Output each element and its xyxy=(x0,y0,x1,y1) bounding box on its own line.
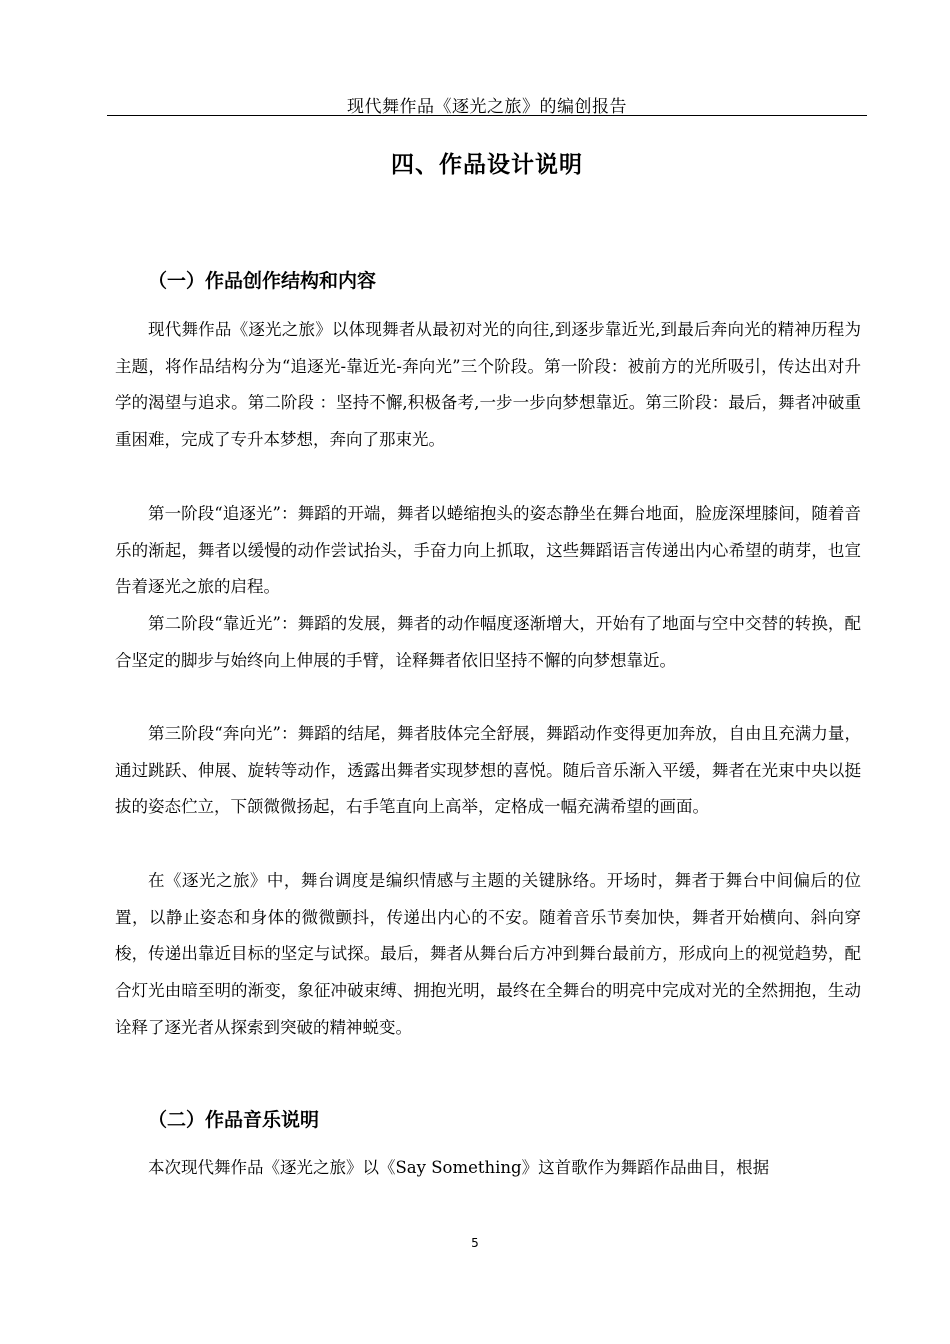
paragraph-stage-two: 第二阶段“靠近光”：舞蹈的发展，舞者的动作幅度逐渐增大，开始有了地面与空中交替的转换，配合坚定的脚步与始终向上伸展的手臂，诠释舞者依旧坚持不懈的向梦想靠近。 xyxy=(115,614,861,670)
paragraph-stage-three: 第三阶段“奔向光”：舞蹈的结尾，舞者肢体完全舒展，舞蹈动作变得更加奔放，自由且充满力量，通过跳跃、伸展、旋转等动作，透露出舞者实现梦想的喜悦。随后音乐渐入平缓，舞者在光束中央以挺拔的姿态伫立，下颌微微扬起，右手笔直向上高举，定格成一幅充满希望的画面。 xyxy=(115,724,861,817)
page-number: 5 xyxy=(471,1236,479,1250)
section-heading-music: （二）作品音乐说明 xyxy=(148,1109,320,1131)
section-heading-structure: （一）作品创作结构和内容 xyxy=(148,270,377,292)
paragraph-stage-one: 第一阶段“追逐光”：舞蹈的开端，舞者以蜷缩抱头的姿态静坐在舞台地面，脸庞深埋膝间，随着音乐的渐起，舞者以缓慢的动作尝试抬头，手奋力向上抓取，这些舞蹈语言传递出内心希望的萌芽，也宣告着逐光之旅的启程。 xyxy=(115,504,861,597)
chapter-title: 四、作品设计说明 xyxy=(391,152,583,178)
running-header-title: 现代舞作品《逐光之旅》的编创报告 xyxy=(347,97,627,117)
header-divider xyxy=(107,115,867,116)
paragraph-overview: 现代舞作品《逐光之旅》以体现舞者从最初对光的向往,到逐步靠近光,到最后奔向光的精神历程为主题，将作品结构分为“追逐光-靠近光-奔向光”三个阶段。第一阶段：被前方的光所吸引，传达出对升学的渴望与追求。第二阶段 ：坚持不懈,积极备考,一步一步向梦想靠近。第三阶段：最后，舞者冲破重重困难，完成了专升本梦想，奔向了那束光。 xyxy=(115,320,861,450)
paragraph-music-intro: 本次现代舞作品《逐光之旅》以《Say Something》这首歌作为舞蹈作品曲目，根据 xyxy=(148,1158,770,1177)
paragraph-stage-blocking: 在《逐光之旅》中，舞台调度是编织情感与主题的关键脉络。开场时，舞者于舞台中间偏后的位置，以静止姿态和身体的微微颤抖，传递出内心的不安。随着音乐节奏加快，舞者开始横向、斜向穿梭，传递出靠近目标的坚定与试探。最后，舞者从舞台后方冲到舞台最前方，形成向上的视觉趋势，配合灯光由暗至明的渐变，象征冲破束缚、拥抱光明，最终在全舞台的明亮中完成对光的全然拥抱，生动诠释了逐光者从探索到突破的精神蜕变。 xyxy=(115,871,861,1037)
